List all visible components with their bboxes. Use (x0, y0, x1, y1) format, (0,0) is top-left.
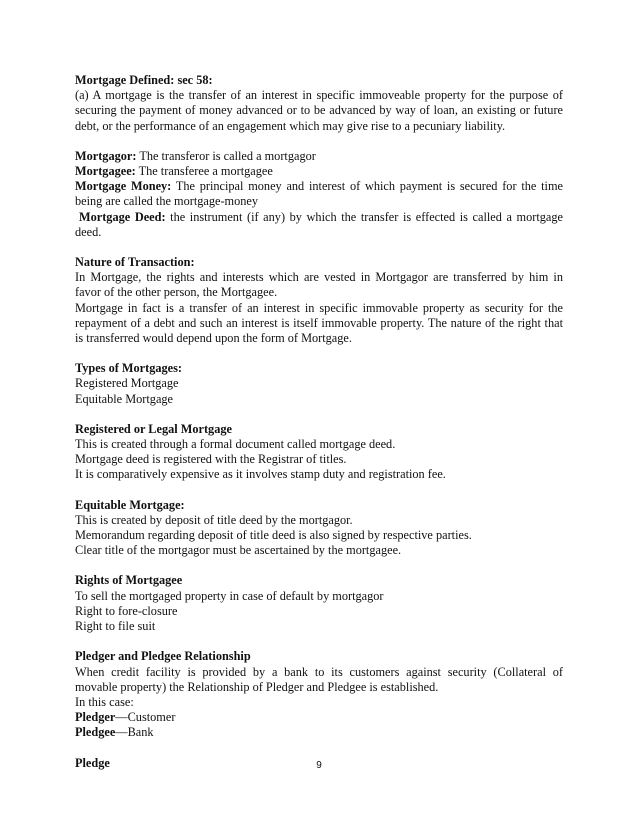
definition-mortgagor: Mortgagor: The transferor is called a mortgagor (75, 148, 316, 163)
paragraph-line: favor of the other person, the Mortgagee. (75, 285, 278, 300)
paragraph-line: Clear title of the mortgagor must be ascertained by the mortgagee. (75, 543, 402, 558)
paragraph-line: movable property) the Relationship of Pledger and Pledgee is established. (75, 679, 439, 694)
paragraph-line: Memorandum regarding deposit of title deed is also signed by respective parties. (75, 528, 472, 543)
definition-mortgage-deed: Mortgage Deed: the instrument (if any) by which the transfer is effected is called a mortgage (79, 209, 563, 224)
paragraph-line: In Mortgage, the rights and interests which are vested in Mortgagor are transferred by him in (75, 270, 563, 285)
paragraph-line: repayment of a debt and such an interest is itself immovable property. The nature of the right that (75, 315, 563, 330)
section-definitions (75, 149, 563, 240)
list-item: Right to file suit (75, 619, 156, 634)
list-item: Registered Mortgage (75, 376, 179, 391)
paragraph-line: Mortgage deed is registered with the Registrar of titles. (75, 452, 347, 467)
definition-mortgagee: Mortgagee: The transferee a mortgagee (75, 164, 273, 179)
page-number: 9 (316, 760, 322, 771)
paragraph-line: This is created through a formal document called mortgage deed. (75, 437, 396, 452)
paragraph-line: This is created by deposit of title deed by the mortgagor. (75, 512, 353, 527)
paragraph-line: Mortgage in fact is a transfer of an interest in specific immovable property as security for the (75, 300, 563, 315)
paragraph-line: debt, or the performance of an engagement which may give rise to a pecuniary liability. (75, 118, 506, 133)
section-heading: Pledge (75, 755, 110, 770)
section-registered-mortgage (75, 422, 563, 483)
list-item: To sell the mortgaged property in case of default by mortgagor (75, 588, 384, 603)
definition-mortgage-money: Mortgage Money: The principal money and interest of which payment is secured for the time (75, 179, 563, 194)
section-heading: Mortgage Defined: sec 58: (75, 73, 213, 87)
paragraph-line: deed. (75, 224, 102, 239)
section-heading: Rights of Mortgagee (75, 573, 183, 588)
section-mortgage-defined (75, 73, 563, 134)
list-item: Right to fore-closure (75, 603, 178, 618)
paragraph-line: being are called the mortgage-money (75, 194, 259, 209)
paragraph-line: When credit facility is provided by a bank to its customers against security (Collateral of (75, 664, 563, 679)
section-heading: Registered or Legal Mortgage (75, 421, 232, 436)
paragraph-line: In this case: (75, 694, 134, 709)
paragraph-line: securing the payment of money advanced or to be advanced by way of loan, an existing or future (75, 103, 563, 118)
paragraph-line: (a) A mortgage is the transfer of an interest in specific immoveable property for the purpose of (75, 88, 563, 103)
paragraph-line: It is comparatively expensive as it involves stamp duty and registration fee. (75, 467, 446, 482)
pledger-line: Pledger—Customer (75, 710, 176, 725)
section-heading: Types of Mortgages: (75, 361, 183, 376)
section-nature-of-transaction (75, 255, 563, 346)
pledgee-line: Pledgee—Bank (75, 725, 154, 740)
document-page (75, 73, 563, 786)
section-pledger-pledgee (75, 649, 563, 740)
section-types-of-mortgages (75, 361, 563, 407)
section-heading: Nature of Transaction: (75, 255, 195, 270)
paragraph-line: is transferred would depend upon the form of Mortgage. (75, 331, 352, 346)
section-heading: Pledger and Pledgee Relationship (75, 649, 251, 664)
section-rights-of-mortgagee (75, 573, 563, 634)
section-heading: Equitable Mortgage: (75, 497, 185, 512)
list-item: Equitable Mortgage (75, 391, 174, 406)
section-equitable-mortgage (75, 498, 563, 559)
